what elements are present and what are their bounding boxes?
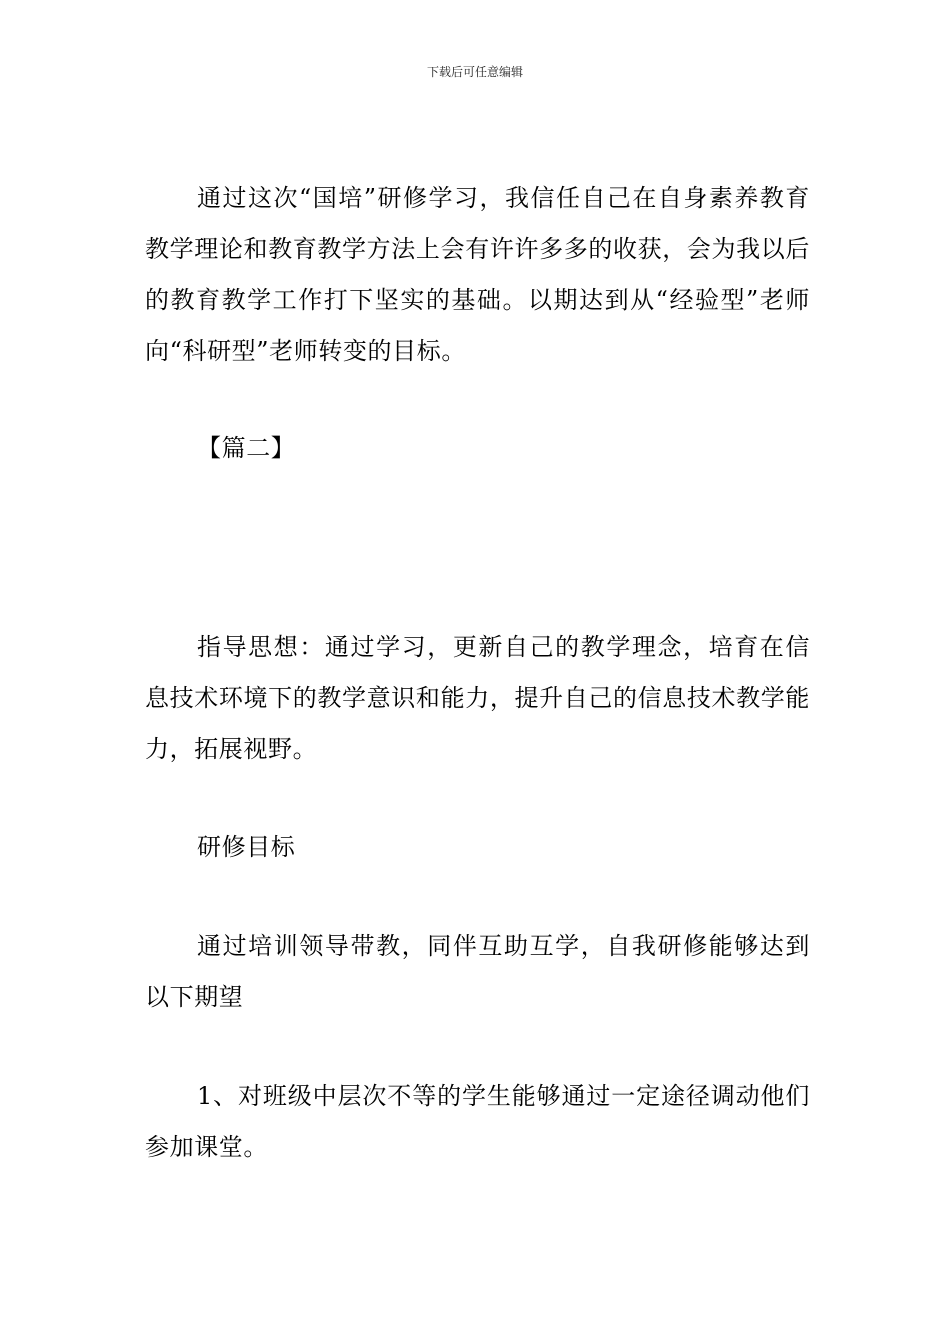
page-header: 下载后可任意编辑 xyxy=(426,65,523,79)
list-item-goal-1: 1、对班级中层次不等的学生能够通过一定途径调动他们参加课堂。 xyxy=(145,1082,810,1161)
heading-study-goals: 研修目标 xyxy=(197,833,296,861)
paragraph-guiding-idea: 指导思想：通过学习，更新自己的教学理念，培育在信息技术环境下的教学意识和能力，提升自己的信息技术教学能力，拓展视野。 xyxy=(145,633,810,763)
paragraph-guopei-reflection: 通过这次“国培”研修学习，我信任自己在自身素养教育教学理论和教育教学方法上会有许许多多的收获，会为我以后的教育教学工作打下坚实的基础。以期达到从“经验型”老师向“科研型”老师转变的目标。 xyxy=(145,184,810,365)
section-heading-part-two: 【篇二】 xyxy=(197,434,296,462)
paragraph-training-goal: 通过培训领导带教，同伴互助互学，自我研修能够达到以下期望 xyxy=(145,932,810,1011)
